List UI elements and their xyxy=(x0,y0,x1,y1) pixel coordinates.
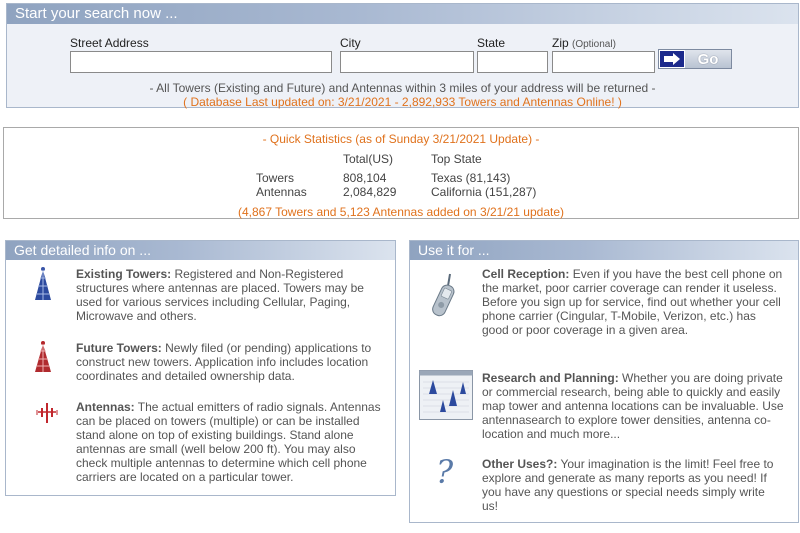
stats-towers-top-state: Texas (81,143) xyxy=(431,171,511,185)
state-label: State xyxy=(477,36,506,50)
city-input[interactable] xyxy=(340,51,474,73)
use-it-for-panel xyxy=(409,240,799,523)
other-uses-title: Other Uses?: xyxy=(482,457,558,471)
future-towers-title: Future Towers: xyxy=(76,341,162,355)
stats-antennas-total: 2,084,829 xyxy=(343,185,397,199)
database-update-note: ( Database Last updated on: 3/21/2021 - 2,892,933 Towers and Antennas Online! ) xyxy=(183,95,622,109)
existing-towers-description: Registered and Non-Registered structures where antennas are placed. Towers may be used for various services including Cellular, Paging, Microwave and others. xyxy=(76,267,364,323)
antennas-title: Antennas: xyxy=(76,400,135,414)
use-it-for-header: Use it for ... xyxy=(410,241,798,260)
antennas-text xyxy=(76,400,381,484)
quick-stats-title: - Quick Statistics (as of Sunday 3/21/2021 Update) - xyxy=(262,132,540,146)
go-label: Go xyxy=(697,50,719,68)
state-input[interactable] xyxy=(477,51,548,73)
go-button[interactable] xyxy=(658,49,732,69)
stats-col-top-state: Top State xyxy=(431,152,482,166)
antennas-description: The actual emitters of radio signals. Antennas can be placed on towers (multiple) or can be installed stand alone on top of existing buildings. Stand alone antennas are small (well below 200 ft). You may also check multiple antennas to determine which cell phone carriers are located on a particular tower. xyxy=(76,400,381,484)
research-planning-title: Research and Planning: xyxy=(482,371,619,385)
research-map-icon xyxy=(419,370,473,425)
search-panel xyxy=(6,3,799,108)
research-planning-text xyxy=(482,371,784,441)
future-towers-item xyxy=(6,340,395,385)
cell-reception-item xyxy=(410,266,798,356)
future-towers-description: Newly filed (or pending) applications to construct new towers. Application info includes location coordinates and detailed ownership data. xyxy=(76,341,372,383)
street-address-input[interactable] xyxy=(70,51,332,73)
antenna-icon xyxy=(36,401,58,430)
red-tower-icon xyxy=(33,340,53,379)
other-uses-text xyxy=(482,457,784,513)
city-label: City xyxy=(340,36,361,50)
zip-label xyxy=(552,36,616,50)
cell-reception-text xyxy=(482,267,784,337)
blue-tower-icon xyxy=(33,266,53,307)
zip-label-text: Zip xyxy=(552,36,569,50)
arrow-right-icon xyxy=(659,50,685,68)
future-towers-text xyxy=(76,341,376,383)
cell-phone-icon xyxy=(427,272,457,327)
stats-towers-total: 808,104 xyxy=(343,171,387,185)
cell-reception-description: Even if you have the best cell phone on the market, poor carrier coverage can render it useless. Before you sign up for service, find out whether your cell phone carrier (Cingular, T-Mobile, Verizon, etc.) has good or poor coverage in a given area. xyxy=(482,267,783,337)
research-planning-item xyxy=(410,370,798,446)
detailed-info-header: Get detailed info on ... xyxy=(6,241,395,260)
existing-towers-text xyxy=(76,267,376,323)
stats-update-footer: (4,867 Towers and 5,123 Antennas added on 3/21/21 update) xyxy=(237,205,565,219)
question-mark-icon: ? xyxy=(436,453,454,491)
detailed-info-panel xyxy=(5,240,396,496)
stats-col-total: Total(US) xyxy=(343,152,394,166)
zip-input[interactable] xyxy=(552,51,655,73)
other-uses-item xyxy=(410,453,798,516)
zip-optional-text: (Optional) xyxy=(572,39,616,50)
existing-towers-title: Existing Towers: xyxy=(76,267,172,281)
quick-stats-panel xyxy=(3,127,799,219)
cell-reception-title: Cell Reception: xyxy=(482,267,570,281)
research-planning-description: Whether you are doing private or commercial research, being able to quickly and easily map tower and antenna locations can be invaluable. Use antennasearch to explore tower densities, antenna co-location and much more... xyxy=(482,371,784,441)
street-address-label: Street Address xyxy=(70,36,149,50)
other-uses-description: Your imagination is the limit! Feel free to explore and generate as many reports as you need! If you have any questions or special needs simply write us! xyxy=(482,457,774,513)
search-header: Start your search now ... xyxy=(7,4,798,24)
existing-towers-item xyxy=(6,266,395,326)
stats-antennas-label: Antennas xyxy=(256,185,307,199)
stats-antennas-top-state: California (151,287) xyxy=(431,185,537,199)
search-radius-note: - All Towers (Existing and Future) and Antennas within 3 miles of your address will be returned - xyxy=(149,81,656,95)
stats-towers-label: Towers xyxy=(256,171,295,185)
antennas-item xyxy=(6,399,395,489)
